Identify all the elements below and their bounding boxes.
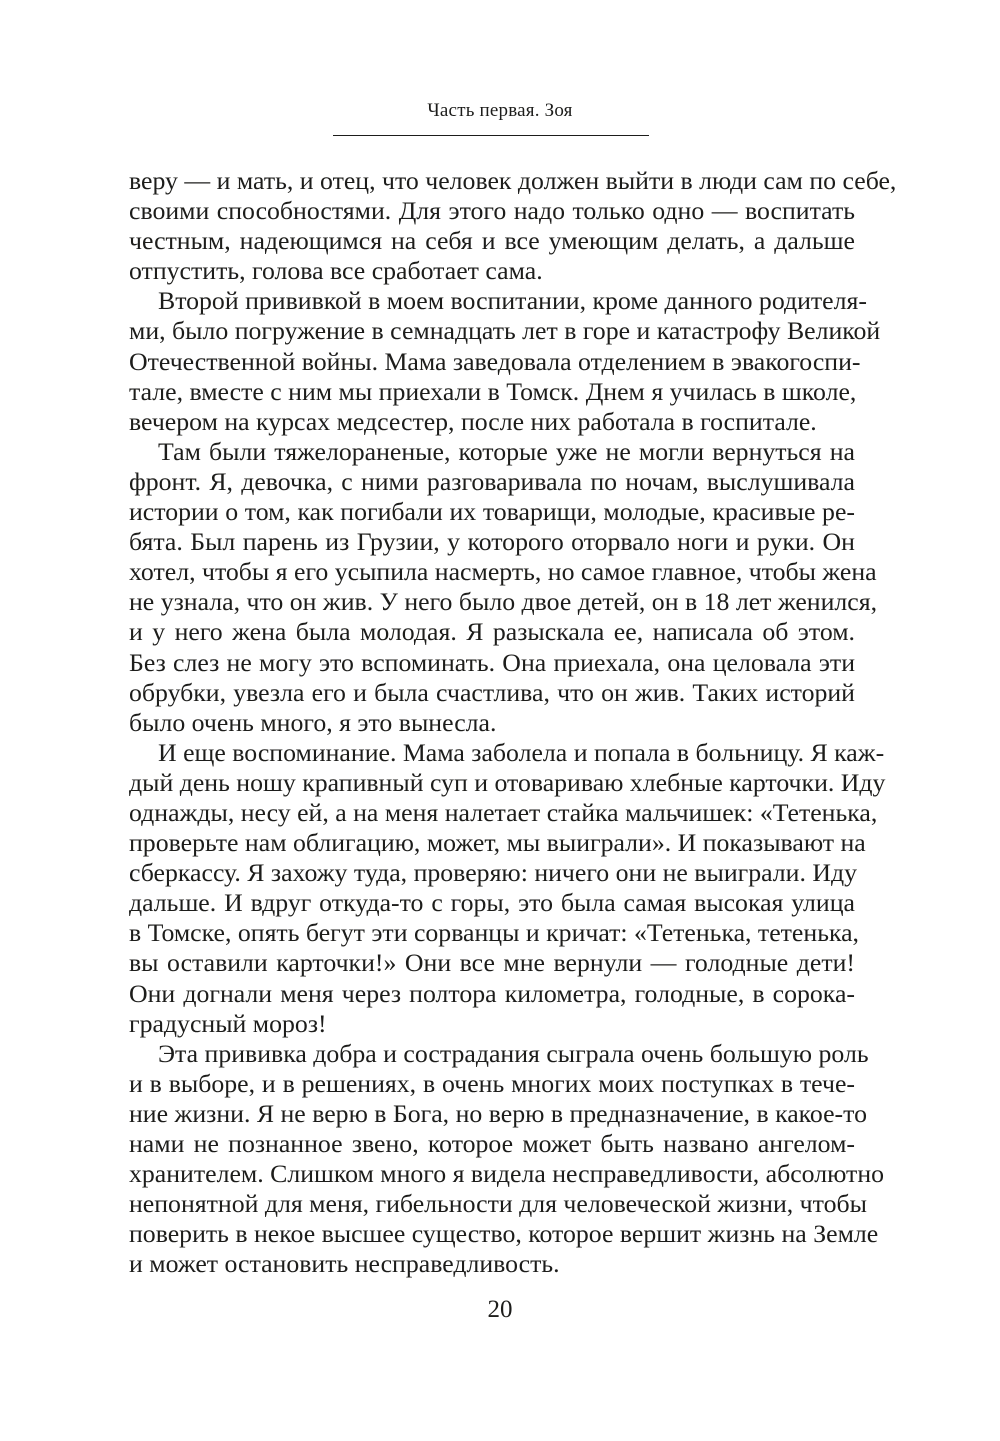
paragraph-5 [129, 1038, 885, 1280]
text-line: нами не познанное звено, которое может быть названо ангелом- [129, 1129, 855, 1158]
text-line: бята. Был парень из Грузии, у которого оторвало ноги и руки. Он [129, 527, 855, 557]
text-line: отпустить, голова все сработает сама. [129, 256, 543, 286]
text-line: Отечественной войны. Мама заведовала отделением в эвакогоспи- [129, 346, 861, 376]
text-line: поверить в некое высшее существо, которое вершит жизнь на Земле [129, 1219, 879, 1249]
text-line: Они догнали меня через полтора километра, голодные, в сорока- [129, 978, 855, 1008]
text-line: непонятной для меня, гибельности для человеческой жизни, чтобы [129, 1189, 867, 1219]
running-header: Часть первая. Зоя [427, 100, 573, 121]
text-line: ние жизни. Я не верю в Бога, но верю в предназначение, в какое-то [129, 1098, 867, 1128]
text-line: дый день ношу крапивный суп и отовариваю хлебные карточки. Иду [129, 767, 886, 797]
text-line: сберкассу. Я захожу туда, проверяю: ничего они не выиграли. Иду [129, 858, 858, 888]
text-line: Второй прививкой в моем воспитании, кроме данного родителя- [158, 286, 867, 316]
header-rule [333, 135, 649, 136]
text-line: было очень много, я это вынесла. [129, 707, 497, 737]
text-line: обрубки, увезла его и была счастлива, что он жив. Таких историй [129, 677, 855, 707]
text-line: Без слез не могу это вспоминать. Она приехала, она целовала эти [129, 647, 855, 677]
text-line: однажды, несу ей, а на меня налетает стайка мальчишек: «Тетенька, [129, 797, 878, 827]
text-line: истории о том, как погибали их товарищи, молодые, красивые ре- [129, 497, 855, 527]
text-line: Там были тяжелораненые, которые уже не могли вернуться на [158, 436, 855, 466]
text-line: честным, надеющимся на себя и все умеющим делать, а дальше [129, 226, 855, 256]
text-line: и у него жена была молодая. Я разыскала ее, написала об этом. [129, 617, 855, 647]
text-line: веру — и мать, и отец, что человек должен выйти в люди сам по себе, [129, 166, 897, 195]
page-number: 20 [487, 1296, 513, 1323]
text-line: в Томске, опять бегут эти сорванцы и кричат: «Тетенька, тетенька, [129, 918, 859, 948]
text-line: своими способностями. Для этого надо только одно — воспитать [129, 196, 855, 226]
paragraph-1 [129, 166, 897, 286]
paragraph-3 [129, 436, 878, 738]
text-line: и в выборе, и в решениях, в очень многих моих поступках в тече- [129, 1068, 855, 1098]
paragraph-2 [129, 286, 881, 436]
text-line: проверьте нам облигацию, может, мы выиграли». И показывают на [129, 828, 866, 858]
text-line: тале, вместе с ним мы приехали в Томск. Днем я училась в школе, [129, 376, 857, 406]
text-line: и может остановить несправедливость. [129, 1249, 560, 1279]
text-line: вечером на курсах медсестер, после них работала в госпитале. [129, 406, 817, 436]
text-line: хранителем. Слишком много я видела несправедливости, абсолютно [129, 1159, 885, 1189]
text-line: вы оставили карточки!» Они все мне вернули — голодные дети! [129, 948, 855, 978]
paragraph-4 [129, 737, 886, 1039]
body-text [129, 166, 897, 1279]
text-line: И еще воспоминание. Мама заболела и попала в больницу. Я каж- [158, 737, 885, 767]
text-line: хотел, чтобы я его усыпила насмерть, но самое главное, чтобы жена [129, 557, 877, 587]
text-line: дальше. И вдруг откуда-то с горы, это была самая высокая улица [129, 888, 855, 918]
text-line: не узнала, что он жив. У него было двое детей, он в 18 лет женился, [129, 587, 878, 617]
text-line: Эта прививка добра и сострадания сыграла очень большую роль [158, 1038, 869, 1068]
text-line: градусный мороз! [129, 1008, 327, 1038]
text-line: ми, было погружение в семнадцать лет в горе и катастрофу Великой [129, 316, 881, 346]
text-line: фронт. Я, девочка, с ними разговаривала по ночам, выслушивала [129, 466, 855, 496]
